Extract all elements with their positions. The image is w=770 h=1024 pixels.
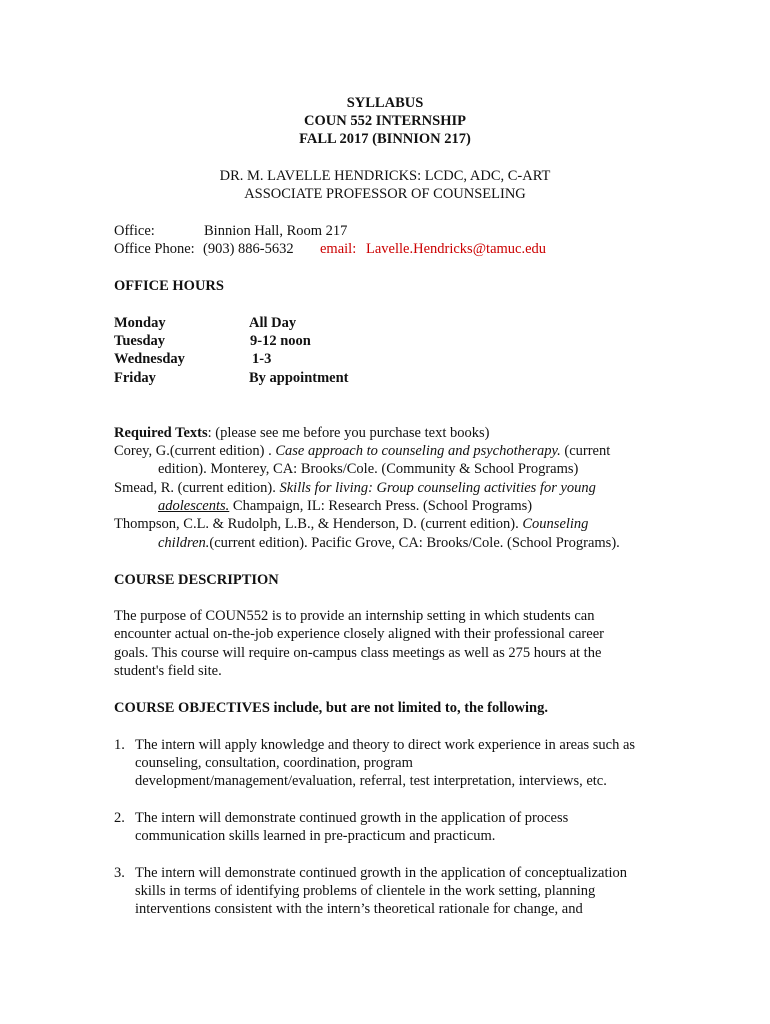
ref-detail: edition). Monterey, CA: Brooks/Cole. (Community & School Programs)	[158, 461, 579, 477]
phone-value: (903) 886-5632	[203, 241, 294, 257]
description-line: goals. This course will require on-campus class meetings as well as 275 hours at the	[114, 645, 602, 661]
required-texts-label: Required Texts	[114, 425, 208, 441]
reference-smead	[114, 479, 596, 497]
objective-number: 2.	[114, 810, 125, 826]
objective-line: The intern will apply knowledge and theory to direct work experience in areas such as	[135, 737, 636, 753]
office-hours-heading: OFFICE HOURS	[114, 278, 224, 294]
phone-label: Office Phone:	[114, 241, 195, 257]
objective-line: The intern will demonstrate continued growth in the application of process	[135, 810, 569, 826]
instructor-position: ASSOCIATE PROFESSOR OF COUNSELING	[244, 186, 526, 202]
description-line: The purpose of COUN552 is to provide an internship setting in which students can	[114, 608, 595, 624]
objective-line: skills in terms of identifying problems of clientele in the work setting, planning	[135, 883, 596, 899]
ref-continuation	[158, 497, 532, 515]
ref-title: Counseling	[522, 516, 589, 532]
ref-title: adolescents.	[158, 498, 230, 514]
ref-continuation	[158, 534, 620, 552]
hours-day: Wednesday	[114, 351, 185, 367]
ref-detail: (current	[560, 443, 611, 459]
hours-day: Tuesday	[114, 333, 166, 349]
hours-time: 9-12 noon	[250, 333, 311, 349]
reference-thompson	[114, 515, 588, 533]
office-label: Office:	[114, 223, 155, 239]
required-texts-line	[114, 424, 489, 442]
objective-line: development/management/evaluation, referral, test interpretation, interviews, etc.	[135, 773, 607, 789]
ref-author: Thompson, C.L. & Rudolph, L.B., & Henderson, D. (current edition).	[114, 516, 523, 532]
ref-detail: Champaign, IL: Research Press. (School Programs)	[229, 498, 533, 514]
objective-number: 3.	[114, 865, 125, 881]
objective-line: interventions consistent with the intern’s theoretical rationale for change, and	[135, 901, 583, 917]
course-description-heading: COURSE DESCRIPTION	[114, 572, 279, 588]
instructor-name: DR. M. LAVELLE HENDRICKS: LCDC, ADC, C-ART	[219, 168, 551, 184]
objective-line: communication skills learned in pre-practicum and practicum.	[135, 828, 496, 844]
hours-day: Friday	[114, 370, 156, 386]
ref-author: Corey, G.(current edition) .	[114, 443, 276, 459]
doc-title: SYLLABUS	[346, 95, 424, 111]
ref-title: children.	[158, 535, 210, 551]
reference-corey	[114, 442, 610, 460]
hours-time: By appointment	[249, 370, 349, 386]
office-value: Binnion Hall, Room 217	[204, 223, 348, 239]
email-link[interactable]: Lavelle.Hendricks@tamuc.edu	[366, 241, 547, 257]
required-texts-note: : (please see me before you purchase text books)	[207, 425, 490, 441]
objective-line: counseling, consultation, coordination, program	[135, 755, 413, 771]
ref-title: Case approach to counseling and psychotherapy.	[275, 443, 561, 459]
email-label: email:	[320, 241, 357, 257]
objective-number: 1.	[114, 737, 125, 753]
objective-line: The intern will demonstrate continued growth in the application of conceptualization	[135, 865, 628, 881]
course-objectives-heading: COURSE OBJECTIVES include, but are not limited to, the following.	[114, 700, 548, 716]
hours-day: Monday	[114, 315, 166, 331]
term-line: FALL 2017 (BINNION 217)	[299, 131, 471, 147]
description-line: encounter actual on-the-job experience closely aligned with their professional career	[114, 626, 604, 642]
ref-author: Smead, R. (current edition).	[114, 480, 280, 496]
hours-time: 1-3	[252, 351, 272, 367]
hours-time: All Day	[249, 315, 297, 331]
ref-title: Skills for living: Group counseling activities for young	[279, 480, 596, 496]
description-line: student's field site.	[114, 663, 222, 679]
course-title: COUN 552 INTERNSHIP	[304, 113, 466, 129]
ref-detail: (current edition). Pacific Grove, CA: Brooks/Cole. (School Programs).	[209, 535, 620, 551]
